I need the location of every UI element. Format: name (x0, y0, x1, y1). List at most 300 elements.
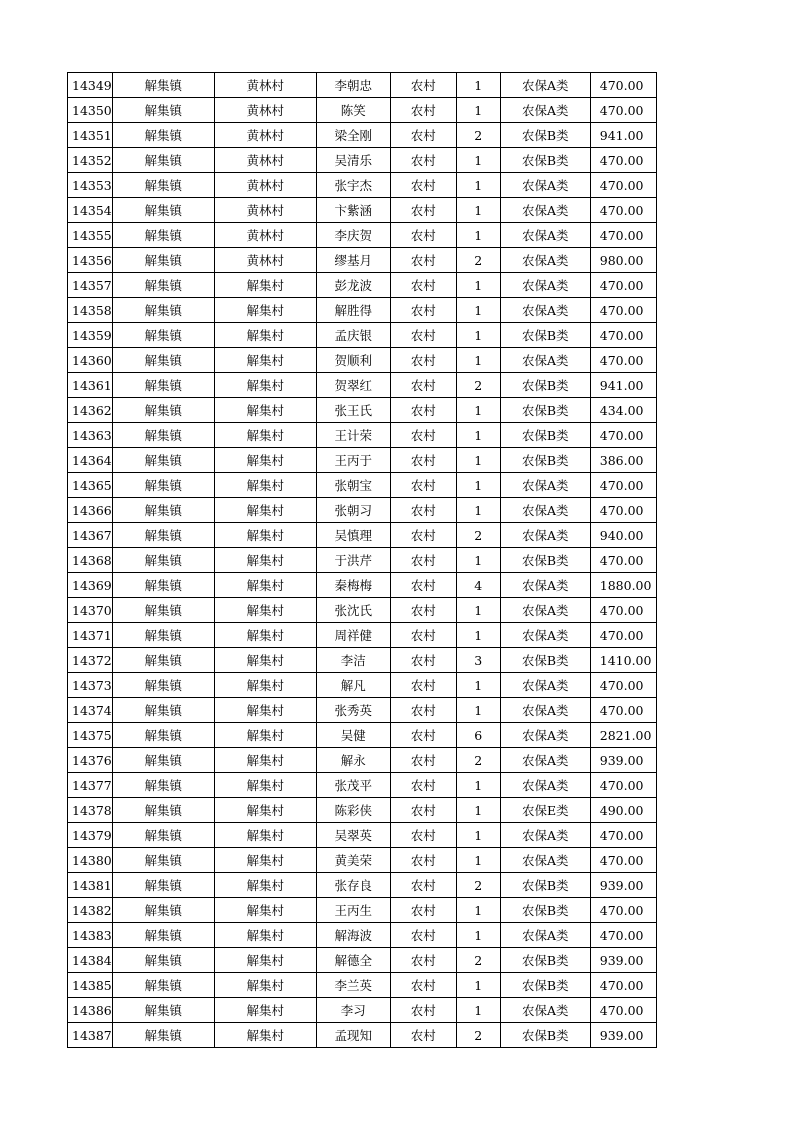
insurance-category-cell: 农保A类 (500, 98, 590, 123)
amount-cell: 470.00 (590, 198, 656, 223)
record-id-cell: 14373 (68, 673, 113, 698)
insurance-category-cell: 农保B类 (500, 1023, 590, 1048)
household-type-cell: 农村 (390, 598, 456, 623)
member-count-cell: 4 (456, 573, 500, 598)
member-count-cell: 1 (456, 498, 500, 523)
record-id-cell: 14372 (68, 648, 113, 673)
name-cell: 李洁 (316, 648, 390, 673)
town-cell: 解集镇 (112, 1023, 214, 1048)
name-cell: 张朝习 (316, 498, 390, 523)
table-row (68, 998, 657, 1023)
town-cell: 解集镇 (112, 248, 214, 273)
record-id-cell: 14354 (68, 198, 113, 223)
member-count-cell: 2 (456, 248, 500, 273)
village-cell: 解集村 (214, 423, 316, 448)
household-type-cell: 农村 (390, 1023, 456, 1048)
household-type-cell: 农村 (390, 448, 456, 473)
name-cell: 贺翠红 (316, 373, 390, 398)
insurance-category-cell: 农保A类 (500, 198, 590, 223)
member-count-cell: 1 (456, 298, 500, 323)
name-cell: 黄美荣 (316, 848, 390, 873)
household-type-cell: 农村 (390, 498, 456, 523)
household-type-cell: 农村 (390, 348, 456, 373)
village-cell: 解集村 (214, 298, 316, 323)
name-cell: 陈彩侠 (316, 798, 390, 823)
amount-cell: 470.00 (590, 498, 656, 523)
member-count-cell: 1 (456, 848, 500, 873)
household-type-cell: 农村 (390, 898, 456, 923)
village-cell: 解集村 (214, 723, 316, 748)
insurance-category-cell: 农保A类 (500, 773, 590, 798)
village-cell: 黄林村 (214, 123, 316, 148)
member-count-cell: 1 (456, 473, 500, 498)
household-type-cell: 农村 (390, 273, 456, 298)
name-cell: 李朝忠 (316, 73, 390, 98)
member-count-cell: 2 (456, 123, 500, 148)
insurance-category-cell: 农保A类 (500, 998, 590, 1023)
town-cell: 解集镇 (112, 523, 214, 548)
member-count-cell: 1 (456, 148, 500, 173)
town-cell: 解集镇 (112, 223, 214, 248)
town-cell: 解集镇 (112, 198, 214, 223)
household-type-cell: 农村 (390, 373, 456, 398)
name-cell: 梁全刚 (316, 123, 390, 148)
town-cell: 解集镇 (112, 673, 214, 698)
amount-cell: 434.00 (590, 398, 656, 423)
member-count-cell: 1 (456, 623, 500, 648)
record-id-cell: 14384 (68, 948, 113, 973)
name-cell: 张秀英 (316, 698, 390, 723)
member-count-cell: 1 (456, 273, 500, 298)
amount-cell: 941.00 (590, 123, 656, 148)
town-cell: 解集镇 (112, 398, 214, 423)
records-table (67, 72, 657, 1048)
insurance-category-cell: 农保B类 (500, 123, 590, 148)
table-row (68, 498, 657, 523)
record-id-cell: 14382 (68, 898, 113, 923)
member-count-cell: 2 (456, 873, 500, 898)
table-row (68, 1023, 657, 1048)
town-cell: 解集镇 (112, 898, 214, 923)
insurance-category-cell: 农保A类 (500, 523, 590, 548)
village-cell: 解集村 (214, 823, 316, 848)
amount-cell: 386.00 (590, 448, 656, 473)
household-type-cell: 农村 (390, 98, 456, 123)
household-type-cell: 农村 (390, 298, 456, 323)
town-cell: 解集镇 (112, 748, 214, 773)
town-cell: 解集镇 (112, 573, 214, 598)
table-row (68, 273, 657, 298)
member-count-cell: 1 (456, 898, 500, 923)
town-cell: 解集镇 (112, 923, 214, 948)
table-row (68, 473, 657, 498)
table-row (68, 823, 657, 848)
amount-cell: 470.00 (590, 423, 656, 448)
amount-cell: 470.00 (590, 73, 656, 98)
amount-cell: 470.00 (590, 998, 656, 1023)
member-count-cell: 2 (456, 748, 500, 773)
table-row (68, 348, 657, 373)
record-id-cell: 14366 (68, 498, 113, 523)
member-count-cell: 1 (456, 548, 500, 573)
insurance-category-cell: 农保A类 (500, 473, 590, 498)
table-row (68, 748, 657, 773)
member-count-cell: 2 (456, 373, 500, 398)
name-cell: 陈笑 (316, 98, 390, 123)
name-cell: 张王氏 (316, 398, 390, 423)
record-id-cell: 14355 (68, 223, 113, 248)
record-id-cell: 14381 (68, 873, 113, 898)
village-cell: 解集村 (214, 523, 316, 548)
amount-cell: 470.00 (590, 148, 656, 173)
name-cell: 吴健 (316, 723, 390, 748)
name-cell: 张茂平 (316, 773, 390, 798)
village-cell: 黄林村 (214, 223, 316, 248)
record-id-cell: 14367 (68, 523, 113, 548)
name-cell: 李兰英 (316, 973, 390, 998)
name-cell: 解胜得 (316, 298, 390, 323)
village-cell: 解集村 (214, 1023, 316, 1048)
record-id-cell: 14353 (68, 173, 113, 198)
record-id-cell: 14359 (68, 323, 113, 348)
household-type-cell: 农村 (390, 698, 456, 723)
member-count-cell: 1 (456, 598, 500, 623)
household-type-cell: 农村 (390, 998, 456, 1023)
amount-cell: 2821.00 (590, 723, 656, 748)
amount-cell: 470.00 (590, 548, 656, 573)
amount-cell: 940.00 (590, 523, 656, 548)
town-cell: 解集镇 (112, 823, 214, 848)
table-row (68, 848, 657, 873)
table-row (68, 948, 657, 973)
name-cell: 解凡 (316, 673, 390, 698)
record-id-cell: 14374 (68, 698, 113, 723)
village-cell: 解集村 (214, 623, 316, 648)
village-cell: 解集村 (214, 448, 316, 473)
record-id-cell: 14377 (68, 773, 113, 798)
name-cell: 孟庆银 (316, 323, 390, 348)
name-cell: 吴慎理 (316, 523, 390, 548)
insurance-category-cell: 农保A类 (500, 498, 590, 523)
record-id-cell: 14386 (68, 998, 113, 1023)
town-cell: 解集镇 (112, 348, 214, 373)
amount-cell: 470.00 (590, 598, 656, 623)
village-cell: 解集村 (214, 498, 316, 523)
record-id-cell: 14385 (68, 973, 113, 998)
insurance-category-cell: 农保A类 (500, 723, 590, 748)
village-cell: 解集村 (214, 848, 316, 873)
member-count-cell: 1 (456, 223, 500, 248)
household-type-cell: 农村 (390, 923, 456, 948)
household-type-cell: 农村 (390, 123, 456, 148)
record-id-cell: 14383 (68, 923, 113, 948)
record-id-cell: 14362 (68, 398, 113, 423)
insurance-category-cell: 农保B类 (500, 423, 590, 448)
village-cell: 黄林村 (214, 198, 316, 223)
town-cell: 解集镇 (112, 123, 214, 148)
amount-cell: 470.00 (590, 898, 656, 923)
village-cell: 解集村 (214, 373, 316, 398)
amount-cell: 470.00 (590, 923, 656, 948)
insurance-category-cell: 农保B类 (500, 398, 590, 423)
table-row (68, 323, 657, 348)
record-id-cell: 14356 (68, 248, 113, 273)
member-count-cell: 1 (456, 423, 500, 448)
member-count-cell: 1 (456, 973, 500, 998)
member-count-cell: 1 (456, 698, 500, 723)
insurance-category-cell: 农保B类 (500, 873, 590, 898)
household-type-cell: 农村 (390, 973, 456, 998)
record-id-cell: 14360 (68, 348, 113, 373)
town-cell: 解集镇 (112, 148, 214, 173)
table-row (68, 898, 657, 923)
record-id-cell: 14350 (68, 98, 113, 123)
household-type-cell: 农村 (390, 248, 456, 273)
household-type-cell: 农村 (390, 548, 456, 573)
record-id-cell: 14387 (68, 1023, 113, 1048)
town-cell: 解集镇 (112, 73, 214, 98)
household-type-cell: 农村 (390, 673, 456, 698)
insurance-category-cell: 农保A类 (500, 223, 590, 248)
insurance-category-cell: 农保A类 (500, 248, 590, 273)
town-cell: 解集镇 (112, 873, 214, 898)
name-cell: 解海波 (316, 923, 390, 948)
member-count-cell: 1 (456, 923, 500, 948)
insurance-category-cell: 农保A类 (500, 748, 590, 773)
member-count-cell: 1 (456, 323, 500, 348)
table-row (68, 623, 657, 648)
record-id-cell: 14351 (68, 123, 113, 148)
town-cell: 解集镇 (112, 473, 214, 498)
record-id-cell: 14364 (68, 448, 113, 473)
town-cell: 解集镇 (112, 623, 214, 648)
table-row (68, 148, 657, 173)
amount-cell: 490.00 (590, 798, 656, 823)
town-cell: 解集镇 (112, 373, 214, 398)
member-count-cell: 2 (456, 523, 500, 548)
insurance-category-cell: 农保B类 (500, 148, 590, 173)
insurance-category-cell: 农保A类 (500, 173, 590, 198)
village-cell: 解集村 (214, 323, 316, 348)
village-cell: 解集村 (214, 573, 316, 598)
insurance-category-cell: 农保A类 (500, 273, 590, 298)
member-count-cell: 6 (456, 723, 500, 748)
insurance-category-cell: 农保B类 (500, 648, 590, 673)
insurance-category-cell: 农保A类 (500, 923, 590, 948)
household-type-cell: 农村 (390, 873, 456, 898)
name-cell: 吴清乐 (316, 148, 390, 173)
member-count-cell: 1 (456, 773, 500, 798)
table-row (68, 548, 657, 573)
name-cell: 王丙于 (316, 448, 390, 473)
town-cell: 解集镇 (112, 273, 214, 298)
name-cell: 周祥健 (316, 623, 390, 648)
record-id-cell: 14369 (68, 573, 113, 598)
amount-cell: 939.00 (590, 873, 656, 898)
table-row (68, 648, 657, 673)
table-row (68, 798, 657, 823)
insurance-category-cell: 农保A类 (500, 598, 590, 623)
household-type-cell: 农村 (390, 198, 456, 223)
village-cell: 解集村 (214, 648, 316, 673)
town-cell: 解集镇 (112, 998, 214, 1023)
table-row (68, 398, 657, 423)
insurance-category-cell: 农保E类 (500, 798, 590, 823)
household-type-cell: 农村 (390, 148, 456, 173)
record-id-cell: 14371 (68, 623, 113, 648)
insurance-category-cell: 农保A类 (500, 848, 590, 873)
name-cell: 李习 (316, 998, 390, 1023)
table-row (68, 673, 657, 698)
name-cell: 缪基月 (316, 248, 390, 273)
record-id-cell: 14379 (68, 823, 113, 848)
household-type-cell: 农村 (390, 648, 456, 673)
amount-cell: 1410.00 (590, 648, 656, 673)
amount-cell: 939.00 (590, 948, 656, 973)
amount-cell: 470.00 (590, 823, 656, 848)
member-count-cell: 1 (456, 348, 500, 373)
record-id-cell: 14358 (68, 298, 113, 323)
household-type-cell: 农村 (390, 773, 456, 798)
village-cell: 解集村 (214, 473, 316, 498)
amount-cell: 470.00 (590, 348, 656, 373)
amount-cell: 470.00 (590, 223, 656, 248)
member-count-cell: 1 (456, 73, 500, 98)
town-cell: 解集镇 (112, 848, 214, 873)
member-count-cell: 1 (456, 798, 500, 823)
insurance-category-cell: 农保B类 (500, 548, 590, 573)
insurance-category-cell: 农保A类 (500, 623, 590, 648)
household-type-cell: 农村 (390, 748, 456, 773)
name-cell: 王丙生 (316, 898, 390, 923)
table-row (68, 723, 657, 748)
village-cell: 解集村 (214, 948, 316, 973)
town-cell: 解集镇 (112, 723, 214, 748)
record-id-cell: 14375 (68, 723, 113, 748)
record-id-cell: 14365 (68, 473, 113, 498)
village-cell: 解集村 (214, 398, 316, 423)
town-cell: 解集镇 (112, 973, 214, 998)
village-cell: 黄林村 (214, 98, 316, 123)
village-cell: 解集村 (214, 923, 316, 948)
insurance-category-cell: 农保A类 (500, 823, 590, 848)
amount-cell: 470.00 (590, 698, 656, 723)
insurance-category-cell: 农保A类 (500, 348, 590, 373)
name-cell: 贺顺利 (316, 348, 390, 373)
amount-cell: 470.00 (590, 98, 656, 123)
member-count-cell: 3 (456, 648, 500, 673)
name-cell: 孟现知 (316, 1023, 390, 1048)
table-row (68, 373, 657, 398)
household-type-cell: 农村 (390, 798, 456, 823)
household-type-cell: 农村 (390, 173, 456, 198)
household-type-cell: 农村 (390, 948, 456, 973)
amount-cell: 470.00 (590, 298, 656, 323)
insurance-category-cell: 农保B类 (500, 973, 590, 998)
household-type-cell: 农村 (390, 398, 456, 423)
insurance-category-cell: 农保A类 (500, 573, 590, 598)
table-row (68, 923, 657, 948)
amount-cell: 470.00 (590, 973, 656, 998)
village-cell: 解集村 (214, 873, 316, 898)
table-row (68, 173, 657, 198)
table-row (68, 123, 657, 148)
member-count-cell: 1 (456, 673, 500, 698)
insurance-category-cell: 农保B类 (500, 898, 590, 923)
town-cell: 解集镇 (112, 598, 214, 623)
name-cell: 张宇杰 (316, 173, 390, 198)
record-id-cell: 14376 (68, 748, 113, 773)
name-cell: 卞紫涵 (316, 198, 390, 223)
name-cell: 李庆贺 (316, 223, 390, 248)
member-count-cell: 1 (456, 398, 500, 423)
household-type-cell: 农村 (390, 848, 456, 873)
record-id-cell: 14368 (68, 548, 113, 573)
member-count-cell: 1 (456, 998, 500, 1023)
member-count-cell: 1 (456, 448, 500, 473)
amount-cell: 1880.00 (590, 573, 656, 598)
village-cell: 解集村 (214, 798, 316, 823)
village-cell: 解集村 (214, 698, 316, 723)
village-cell: 黄林村 (214, 248, 316, 273)
household-type-cell: 农村 (390, 823, 456, 848)
member-count-cell: 1 (456, 98, 500, 123)
table-row (68, 423, 657, 448)
village-cell: 解集村 (214, 973, 316, 998)
amount-cell: 470.00 (590, 623, 656, 648)
name-cell: 王计荣 (316, 423, 390, 448)
table-row (68, 698, 657, 723)
record-id-cell: 14380 (68, 848, 113, 873)
name-cell: 解德全 (316, 948, 390, 973)
town-cell: 解集镇 (112, 648, 214, 673)
amount-cell: 470.00 (590, 673, 656, 698)
town-cell: 解集镇 (112, 498, 214, 523)
insurance-category-cell: 农保A类 (500, 298, 590, 323)
name-cell: 秦梅梅 (316, 573, 390, 598)
member-count-cell: 1 (456, 198, 500, 223)
village-cell: 黄林村 (214, 148, 316, 173)
record-id-cell: 14361 (68, 373, 113, 398)
name-cell: 张沈氏 (316, 598, 390, 623)
amount-cell: 941.00 (590, 373, 656, 398)
amount-cell: 470.00 (590, 273, 656, 298)
name-cell: 张朝宝 (316, 473, 390, 498)
town-cell: 解集镇 (112, 548, 214, 573)
town-cell: 解集镇 (112, 948, 214, 973)
insurance-category-cell: 农保B类 (500, 948, 590, 973)
table-row (68, 573, 657, 598)
member-count-cell: 2 (456, 948, 500, 973)
name-cell: 解永 (316, 748, 390, 773)
amount-cell: 939.00 (590, 1023, 656, 1048)
table-row (68, 223, 657, 248)
insurance-category-cell: 农保B类 (500, 323, 590, 348)
name-cell: 彭龙波 (316, 273, 390, 298)
household-type-cell: 农村 (390, 423, 456, 448)
member-count-cell: 1 (456, 173, 500, 198)
village-cell: 解集村 (214, 548, 316, 573)
record-id-cell: 14363 (68, 423, 113, 448)
household-type-cell: 农村 (390, 323, 456, 348)
household-type-cell: 农村 (390, 723, 456, 748)
record-id-cell: 14352 (68, 148, 113, 173)
town-cell: 解集镇 (112, 98, 214, 123)
table-row (68, 198, 657, 223)
household-type-cell: 农村 (390, 223, 456, 248)
table-row (68, 973, 657, 998)
table-row (68, 98, 657, 123)
